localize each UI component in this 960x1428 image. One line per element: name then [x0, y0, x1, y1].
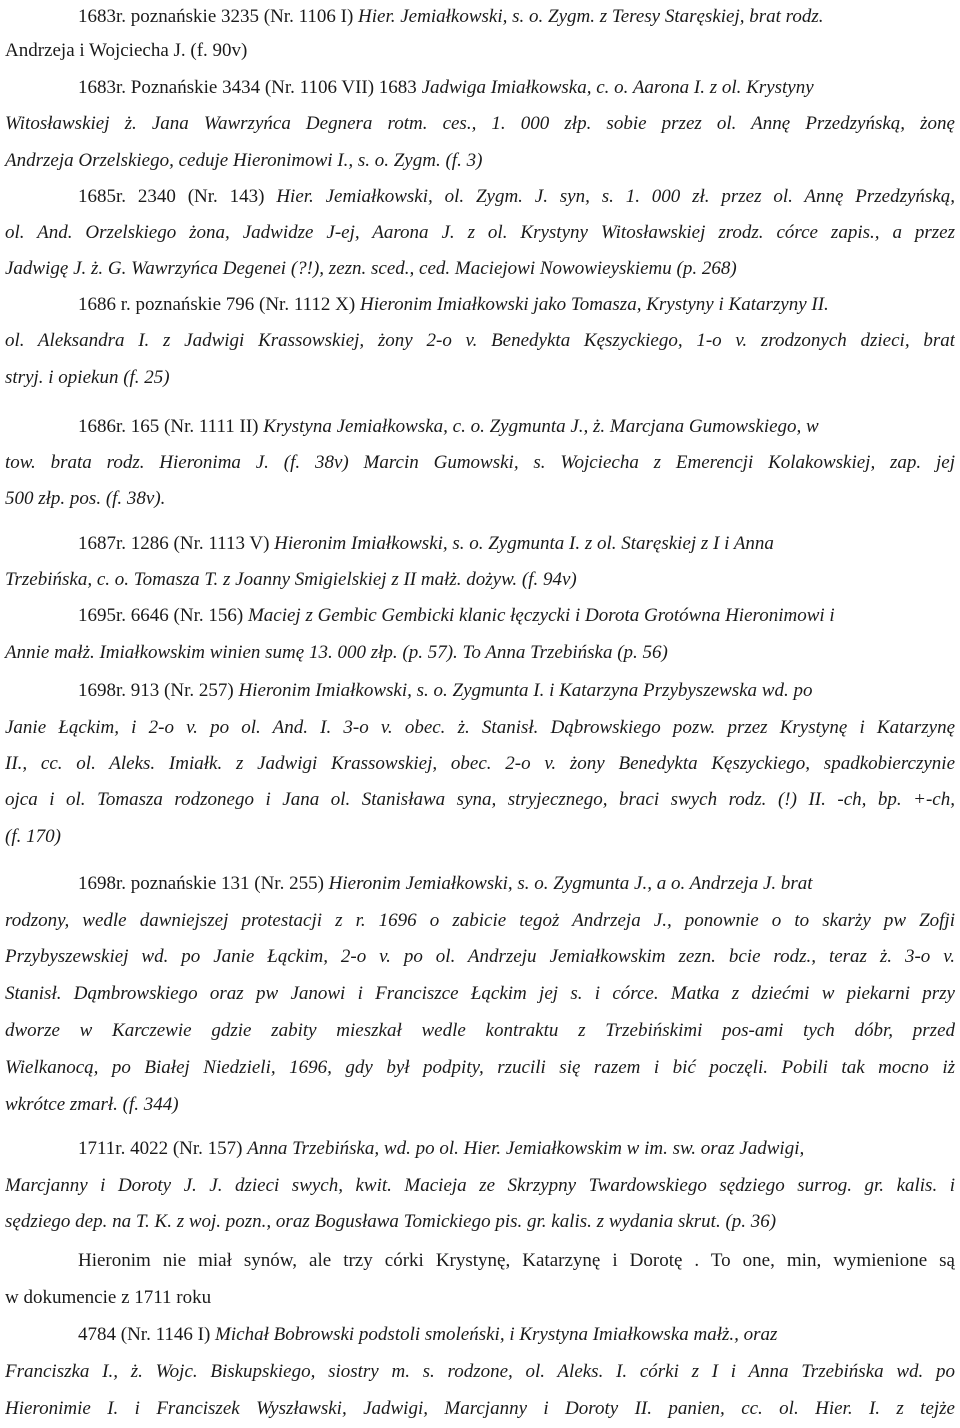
text-line	[5, 222, 955, 244]
line-italic-text: dworze w Karczewie gdzie zabity mieszkał wedle kontraktu z Trzebińskimi pos-ami tych dóbr, przed	[5, 1020, 955, 1041]
line-italic-text: Franciszka I., ż. Wojc. Biskupskiego, siostry m. s. rodzone, ol. Aleks. I. córki z I i Anna Trzebińska wd. po	[5, 1361, 955, 1382]
text-line	[5, 826, 61, 848]
line-italic-text: Hier. Jemiałkowski, s. o. Zygm. z Teresy Staręskiej, brat rodz.	[358, 6, 824, 27]
line-italic-text: Stanisł. Dąmbrowskiego oraz pw Janowi i Franciszce Łąckim jej s. i córce. Matka z dziećmi w piekarni przy	[5, 983, 955, 1004]
line-italic-text: Annie małż. Imiałkowskim winien sumę 13. 000 złp. (p. 57). To Anna Trzebińska (p. 56)	[5, 642, 668, 663]
line-italic-text: rodzony, wedle dawniejszej protestacji z r. 1696 o zabicie tegoż Andrzeja J., ponownie o to skarży pw Zofji	[5, 910, 955, 931]
line-plain-text: 1687r. 1286 (Nr. 1113 V)	[78, 533, 275, 554]
text-line	[78, 416, 819, 438]
line-italic-text: Maciej z Gembic Gembicki klanic łęczycki i Dorota Grotówna Hieronimowi i	[247, 605, 835, 626]
text-line	[5, 1057, 955, 1079]
line-plain-text: 1711r. 4022 (Nr. 157)	[78, 1138, 248, 1159]
text-line	[5, 452, 955, 474]
text-line	[78, 1138, 804, 1160]
text-line	[5, 789, 955, 811]
line-italic-text: tow. brata rodz. Hieronima J. (f. 38v) Marcin Gumowski, s. Wojciecha z Emerencji Kolakowskiej, zap. jej	[5, 452, 955, 473]
line-italic-text: ol. And. Orzelskiego żona, Jadwidze J-ej, Aarona J. z ol. Krystyny Witosławskiej zrodz. córce zapis., a przez	[5, 222, 955, 243]
line-italic-text: Hieronim Imiałkowski jako Tomasza, Krystyny i Katarzyny II.	[359, 294, 829, 315]
line-italic-text: Hieronim Jemiałkowski, s. o. Zygmunta J., a o. Andrzeja J. brat	[328, 873, 813, 894]
line-plain-text: 1683r. Poznańskie 3434 (Nr. 1106 VII) 1683	[78, 77, 422, 98]
line-plain-text: Hieronim nie miał synów, ale trzy córki Krystynę, Katarzynę i Dorotę . To one, min, wymienione są	[78, 1250, 955, 1271]
text-line	[78, 533, 774, 555]
text-line	[5, 1020, 955, 1042]
line-plain-text: 1683r. poznańskie 3235 (Nr. 1106 I)	[78, 6, 359, 27]
line-plain-text: 1685r. 2340 (Nr. 143)	[78, 186, 277, 207]
text-line	[78, 605, 835, 627]
line-italic-text: Trzebińska, c. o. Tomasza T. z Joanny Smigielskiej z II małż. dożyw. (f. 94v)	[5, 569, 577, 590]
line-italic-text: Jadwiga Imiałkowska, c. o. Aarona I. z ol. Krystyny	[421, 77, 814, 98]
line-plain-text: 1698r. 913 (Nr. 257)	[78, 680, 239, 701]
text-line	[78, 77, 814, 99]
line-italic-text: 500 złp. pos. (f. 38v).	[5, 488, 166, 509]
line-plain-text: 1698r. poznańskie 131 (Nr. 255)	[78, 873, 329, 894]
text-line	[5, 1287, 211, 1309]
line-italic-text: Janie Łąckim, i 2-o v. po ol. And. I. 3-o v. obec. ż. Stanisł. Dąbrowskiego pozw. przez Krystynę i Katarzynę	[5, 717, 955, 738]
text-line	[5, 1398, 955, 1420]
line-plain-text: Andrzeja i Wojciecha J. (f. 90v)	[5, 40, 248, 61]
text-line	[5, 1094, 179, 1116]
line-italic-text: Jadwigę J. ż. G. Wawrzyńca Degenei (?!), zezn. sced., ced. Maciejowi Nowowieyskiemu (p. 268)	[5, 258, 737, 279]
text-line	[5, 488, 165, 510]
line-italic-text: Hieronim Imiałkowski, s. o. Zygmunta I. z ol. Staręskiej z I i Anna	[274, 533, 774, 554]
text-line	[78, 186, 955, 208]
line-italic-text: (f. 170)	[5, 826, 61, 847]
line-plain-text: w dokumencie z 1711 roku	[5, 1287, 212, 1308]
text-line	[78, 680, 812, 702]
text-line	[78, 873, 813, 895]
text-line	[5, 717, 955, 739]
line-plain-text: 1695r. 6646 (Nr. 156)	[78, 605, 248, 626]
line-italic-text: Hieronim Imiałkowski, s. o. Zygmunta I. i Katarzyna Przybyszewska wd. po	[238, 680, 813, 701]
line-italic-text: Krystyna Jemiałkowska, c. o. Zygmunta J., ż. Marcjana Gumowskiego, w	[263, 416, 819, 437]
text-line	[5, 569, 577, 591]
line-italic-text: Witosławskiej ż. Jana Wawrzyńca Degnera rotm. ces., 1. 000 złp. sobie przez ol. Annę Przedzyńską, żonę	[5, 113, 955, 134]
text-line	[78, 6, 824, 28]
text-line	[5, 150, 482, 172]
line-plain-text: 1686 r. poznańskie 796 (Nr. 1112 X)	[78, 294, 360, 315]
line-italic-text: Marcjanny i Doroty J. J. dzieci swych, kwit. Macieja ze Skrzypny Twardowskiego sędziego surrog. gr. kalis. i	[5, 1175, 955, 1196]
text-line	[5, 753, 955, 775]
line-italic-text: ol. Aleksandra I. z Jadwigi Krassowskiej, żony 2-o v. Benedykta Kęszyckiego, 1-o v. zrodzonych dzieci, brat	[5, 330, 955, 351]
text-line	[78, 294, 829, 316]
text-line	[5, 258, 737, 280]
text-line	[5, 40, 247, 62]
line-italic-text: ojca i ol. Tomasza rodzonego i Jana ol. Stanisława syna, stryjecznego, braci swych rodz. (!) II. -ch, bp. +-ch,	[5, 789, 955, 810]
line-italic-text: Wielkanocą, po Białej Niedzieli, 1696, gdy był podpity, rzucili się razem i bić poczęli. Pobili tak mocno iż	[5, 1057, 955, 1078]
line-italic-text: II., cc. ol. Aleks. Imiałk. z Jadwigi Krassowskiej, obec. 2-o v. żony Benedykta Kęszyckiego, spadkobierczynie	[5, 753, 955, 774]
line-italic-text: Andrzeja Orzelskiego, ceduje Hieronimowi I., s. o. Zygm. (f. 3)	[5, 150, 483, 171]
line-italic-text: wkrótce zmarł. (f. 344)	[5, 1094, 179, 1115]
text-line	[5, 983, 955, 1005]
line-italic-text: Anna Trzebińska, wd. po ol. Hier. Jemiałkowskim w im. sw. oraz Jadwigi,	[247, 1138, 805, 1159]
line-italic-text: Hieronimie I. i Franciszek Wyszławski, Jadwigi, Marcjanny i Doroty II. panien, cc. ol. Hier. I. z tejże	[5, 1398, 955, 1419]
text-line	[5, 367, 170, 389]
line-italic-text: Michał Bobrowski podstoli smoleński, i Krystyna Imiałkowska małż., oraz	[215, 1324, 778, 1345]
line-plain-text: 4784 (Nr. 1146 I)	[78, 1324, 216, 1345]
text-line	[5, 910, 955, 932]
text-line	[5, 1175, 955, 1197]
text-line	[78, 1250, 955, 1272]
line-italic-text: Przybyszewskiej wd. po Janie Łąckim, 2-o v. po ol. Andrzeju Jemiałkowskim zezn. bcie rodz., teraz ż. 3-o v.	[5, 946, 955, 967]
text-line	[78, 1324, 777, 1346]
text-line	[5, 946, 955, 968]
text-line	[5, 1211, 776, 1233]
line-plain-text: 1686r. 165 (Nr. 1111 II)	[78, 416, 264, 437]
text-line	[5, 330, 955, 352]
text-line	[5, 113, 955, 135]
line-italic-text: stryj. i opiekun (f. 25)	[5, 367, 170, 388]
line-italic-text: Hier. Jemiałkowski, ol. Zygm. J. syn, s. 1. 000 zł. przez ol. Annę Przedzyńską,	[276, 186, 955, 207]
text-line	[5, 642, 668, 664]
text-line	[5, 1361, 955, 1383]
line-italic-text: sędziego dep. na T. K. z woj. pozn., oraz Bogusława Tomickiego pis. gr. kalis. z wydania skrut. (p. 36)	[5, 1211, 777, 1232]
